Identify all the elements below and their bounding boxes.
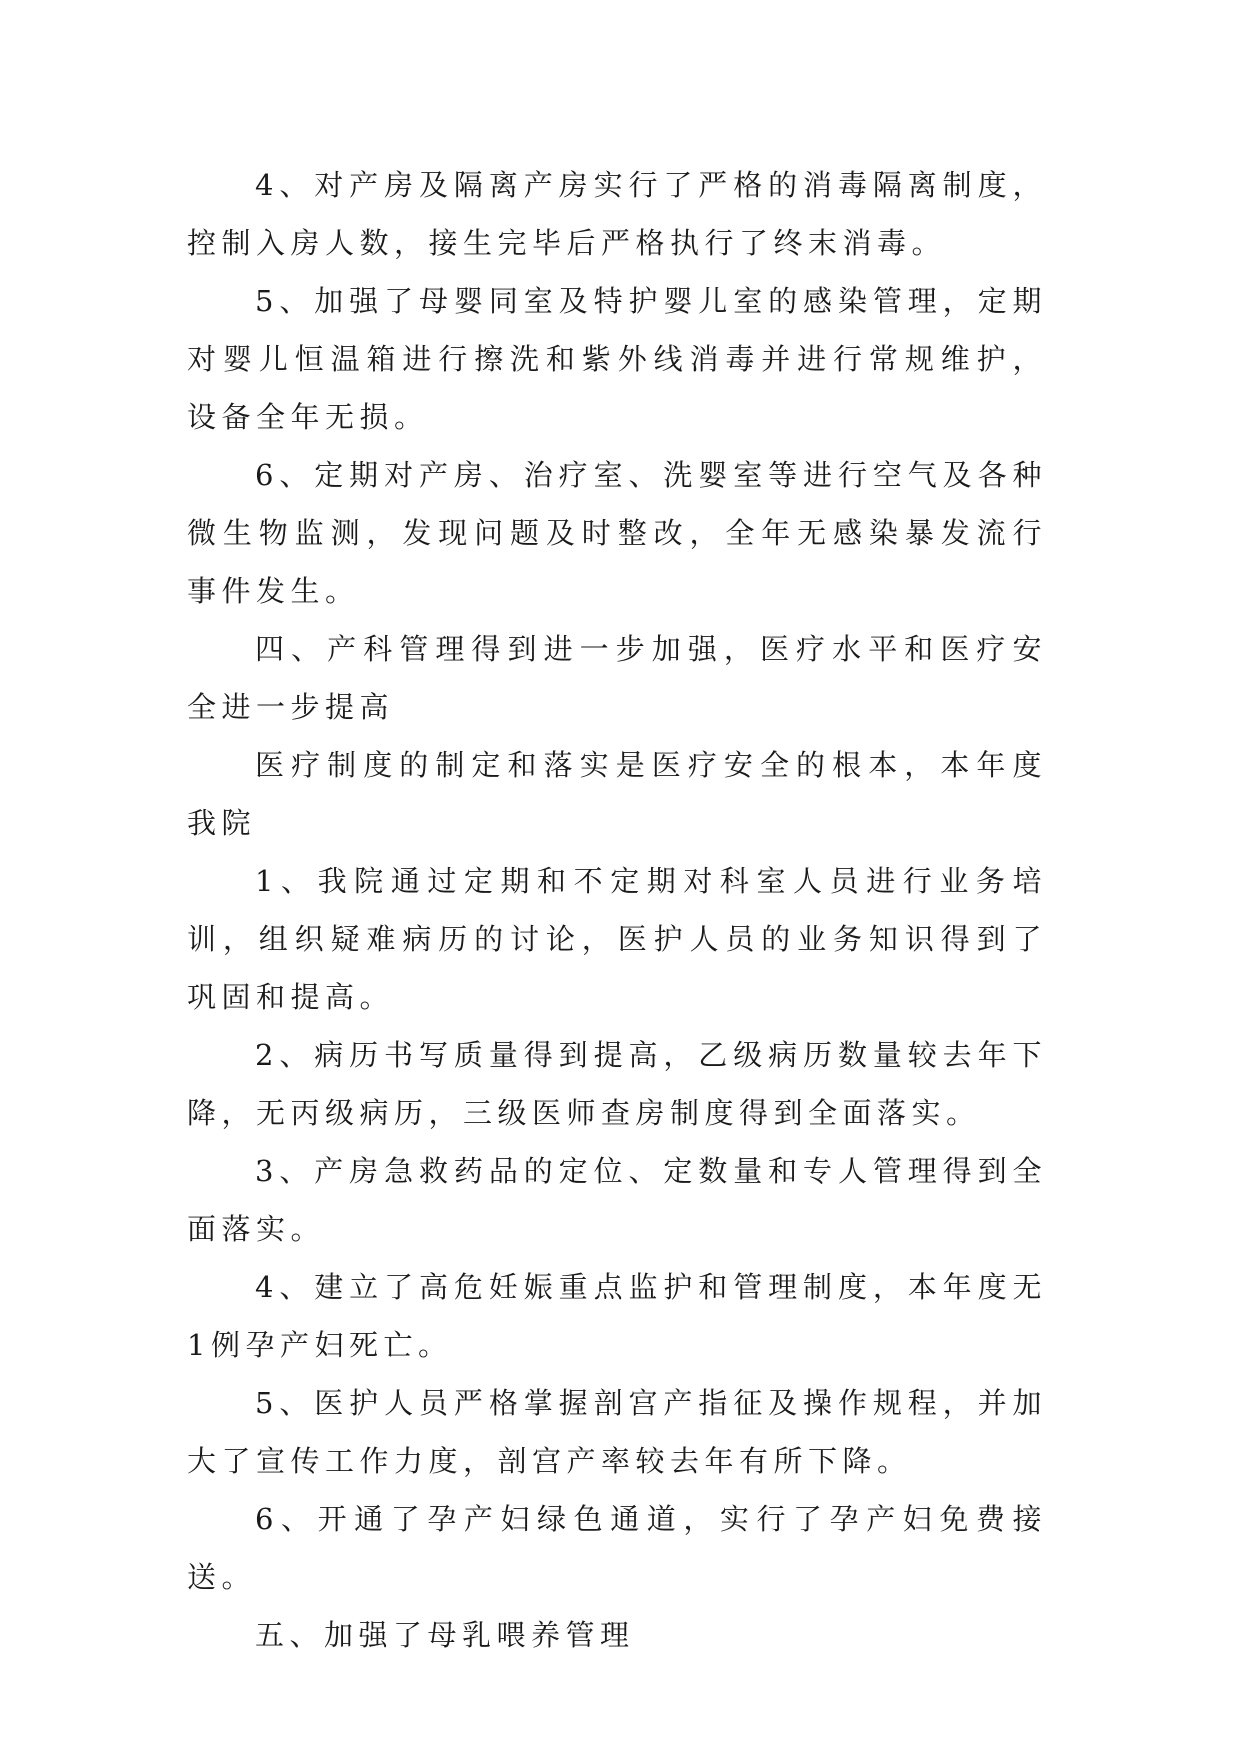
paragraph-medical-system: 医疗制度的制定和落实是医疗安全的根本，本年度我院 <box>187 748 1047 840</box>
paragraph-microbial-monitoring: 6、定期对产房、治疗室、洗婴室等进行空气及各种微生物监测，发现问题及时整改，全年无感染暴发流行事件发生。 <box>187 458 1047 608</box>
section-heading-obstetrics-management: 四、产科管理得到进一步加强，医疗水平和医疗安全进一步提高 <box>187 632 1047 724</box>
section-heading-breastfeeding: 五、加强了母乳喂养管理 <box>255 1618 635 1652</box>
paragraph-medical-records: 2、病历书写质量得到提高，乙级病历数量较去年下降，无丙级病历，三级医师查房制度得到全面落实。 <box>187 1038 1047 1130</box>
paragraph-infection-management: 5、加强了母婴同室及特护婴儿室的感染管理，定期对婴儿恒温箱进行擦洗和紫外线消毒并进行常规维护，设备全年无损。 <box>187 284 1047 434</box>
paragraph-high-risk-pregnancy: 4、建立了高危妊娠重点监护和管理制度，本年度无1例孕产妇死亡。 <box>187 1270 1047 1362</box>
document-body <box>187 156 1047 1664</box>
paragraph-green-channel: 6、开通了孕产妇绿色通道，实行了孕产妇免费接送。 <box>187 1502 1047 1594</box>
paragraph-disinfection-isolation: 4、对产房及隔离产房实行了严格的消毒隔离制度，控制入房人数，接生完毕后严格执行了终末消毒。 <box>187 168 1047 260</box>
paragraph-emergency-drugs: 3、产房急救药品的定位、定数量和专人管理得到全面落实。 <box>187 1154 1047 1246</box>
paragraph-training: 1、我院通过定期和不定期对科室人员进行业务培训，组织疑难病历的讨论，医护人员的业务知识得到了巩固和提高。 <box>187 864 1047 1014</box>
paragraph-cesarean: 5、医护人员严格掌握剖宫产指征及操作规程，并加大了宣传工作力度，剖宫产率较去年有所下降。 <box>187 1386 1047 1478</box>
